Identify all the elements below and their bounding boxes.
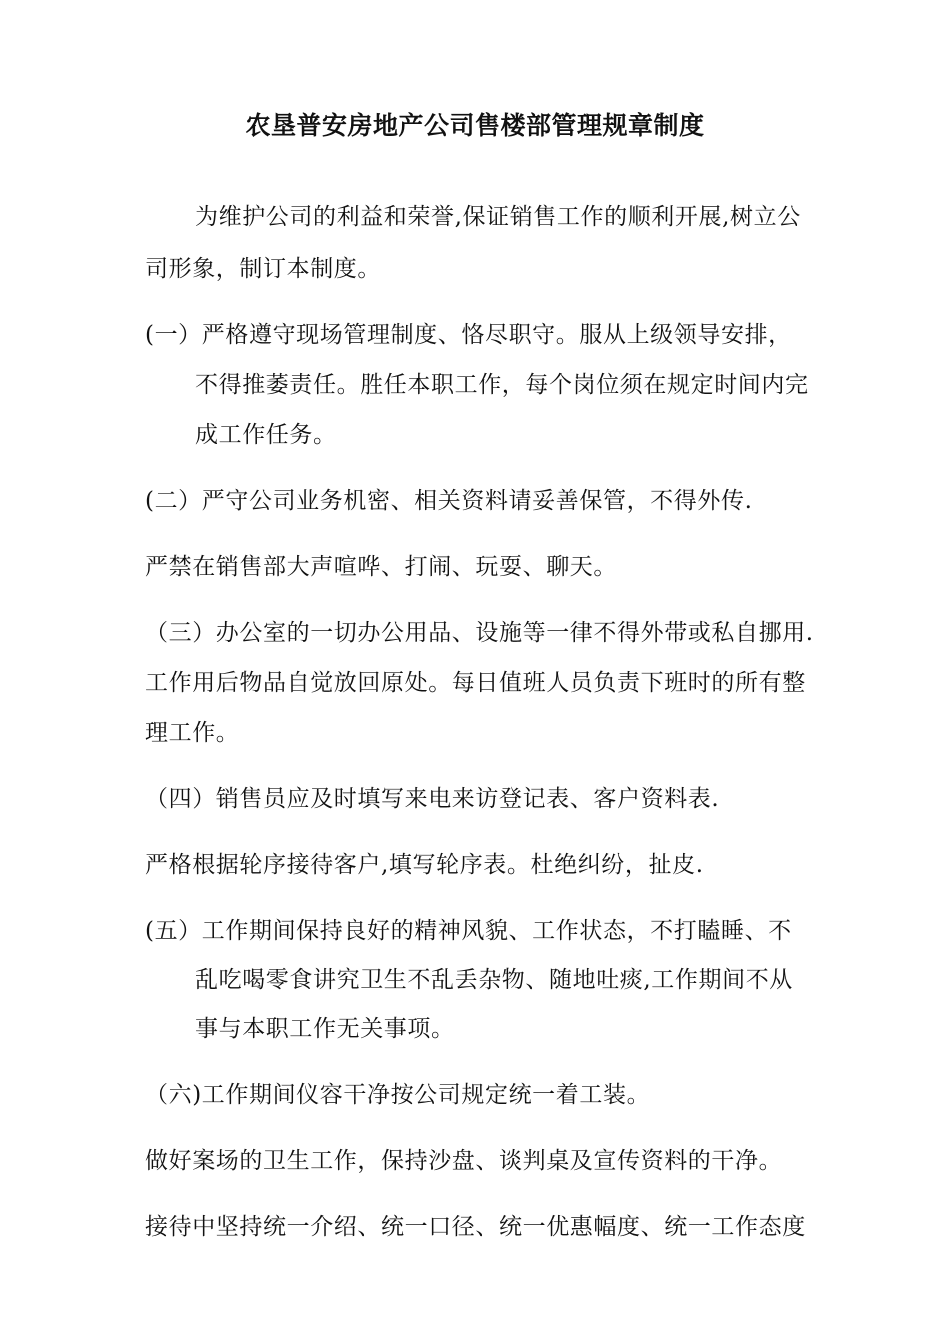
- rule-item-1-line: (一）严格遵守现场管理制度、恪尽职守。服从上级领导安排，: [145, 322, 792, 348]
- rule-item-2-line: (二）严守公司业务机密、相关资料请妥善保管，不得外传.: [145, 488, 753, 514]
- paragraph-line: 严格根据轮序接待客户,填写轮序表。杜绝纠纷，扯皮.: [145, 852, 704, 878]
- paragraph-line: 为维护公司的利益和荣誉,保证销售工作的顺利开展,树立公: [195, 204, 801, 230]
- rule-item-3-line: 理工作。: [145, 720, 240, 746]
- page-title: 农垦普安房地产公司售楼部管理规章制度: [245, 111, 705, 140]
- rule-item-5-line: 乱吃喝零食讲究卫生不乱丢杂物、随地吐痰,工作期间不从: [195, 967, 793, 993]
- paragraph-line: 严禁在销售部大声喧哗、打闹、玩耍、聊天。: [145, 554, 617, 580]
- rule-item-5-line: (五）工作期间保持良好的精神风貌、工作状态，不打瞌睡、不: [145, 918, 792, 944]
- rule-item-6-line: （六)工作期间仪容干净按公司规定统一着工装。: [145, 1082, 651, 1108]
- paragraph-line: 做好案场的卫生工作，保持沙盘、谈判桌及宣传资料的干净。: [145, 1148, 783, 1174]
- paragraph-line: 接待中坚持统一介绍、统一口径、统一优惠幅度、统一工作态度: [145, 1214, 806, 1240]
- paragraph-line: 司形象，制订本制度。: [145, 256, 381, 282]
- rule-item-1-line: 成工作任务。: [195, 422, 337, 448]
- rule-item-5-line: 事与本职工作无关事项。: [195, 1016, 455, 1042]
- rule-item-4-line: （四）销售员应及时填写来电来访登记表、客户资料表.: [145, 786, 720, 812]
- rule-item-3-line: （三）办公室的一切办公用品、设施等一律不得外带或私自挪用.: [145, 620, 814, 646]
- rule-item-1-line: 不得推萎责任。胜任本职工作，每个岗位须在规定时间内完: [195, 372, 809, 398]
- rule-item-3-line: 工作用后物品自觉放回原处。每日值班人员负责下班时的所有整: [145, 670, 806, 696]
